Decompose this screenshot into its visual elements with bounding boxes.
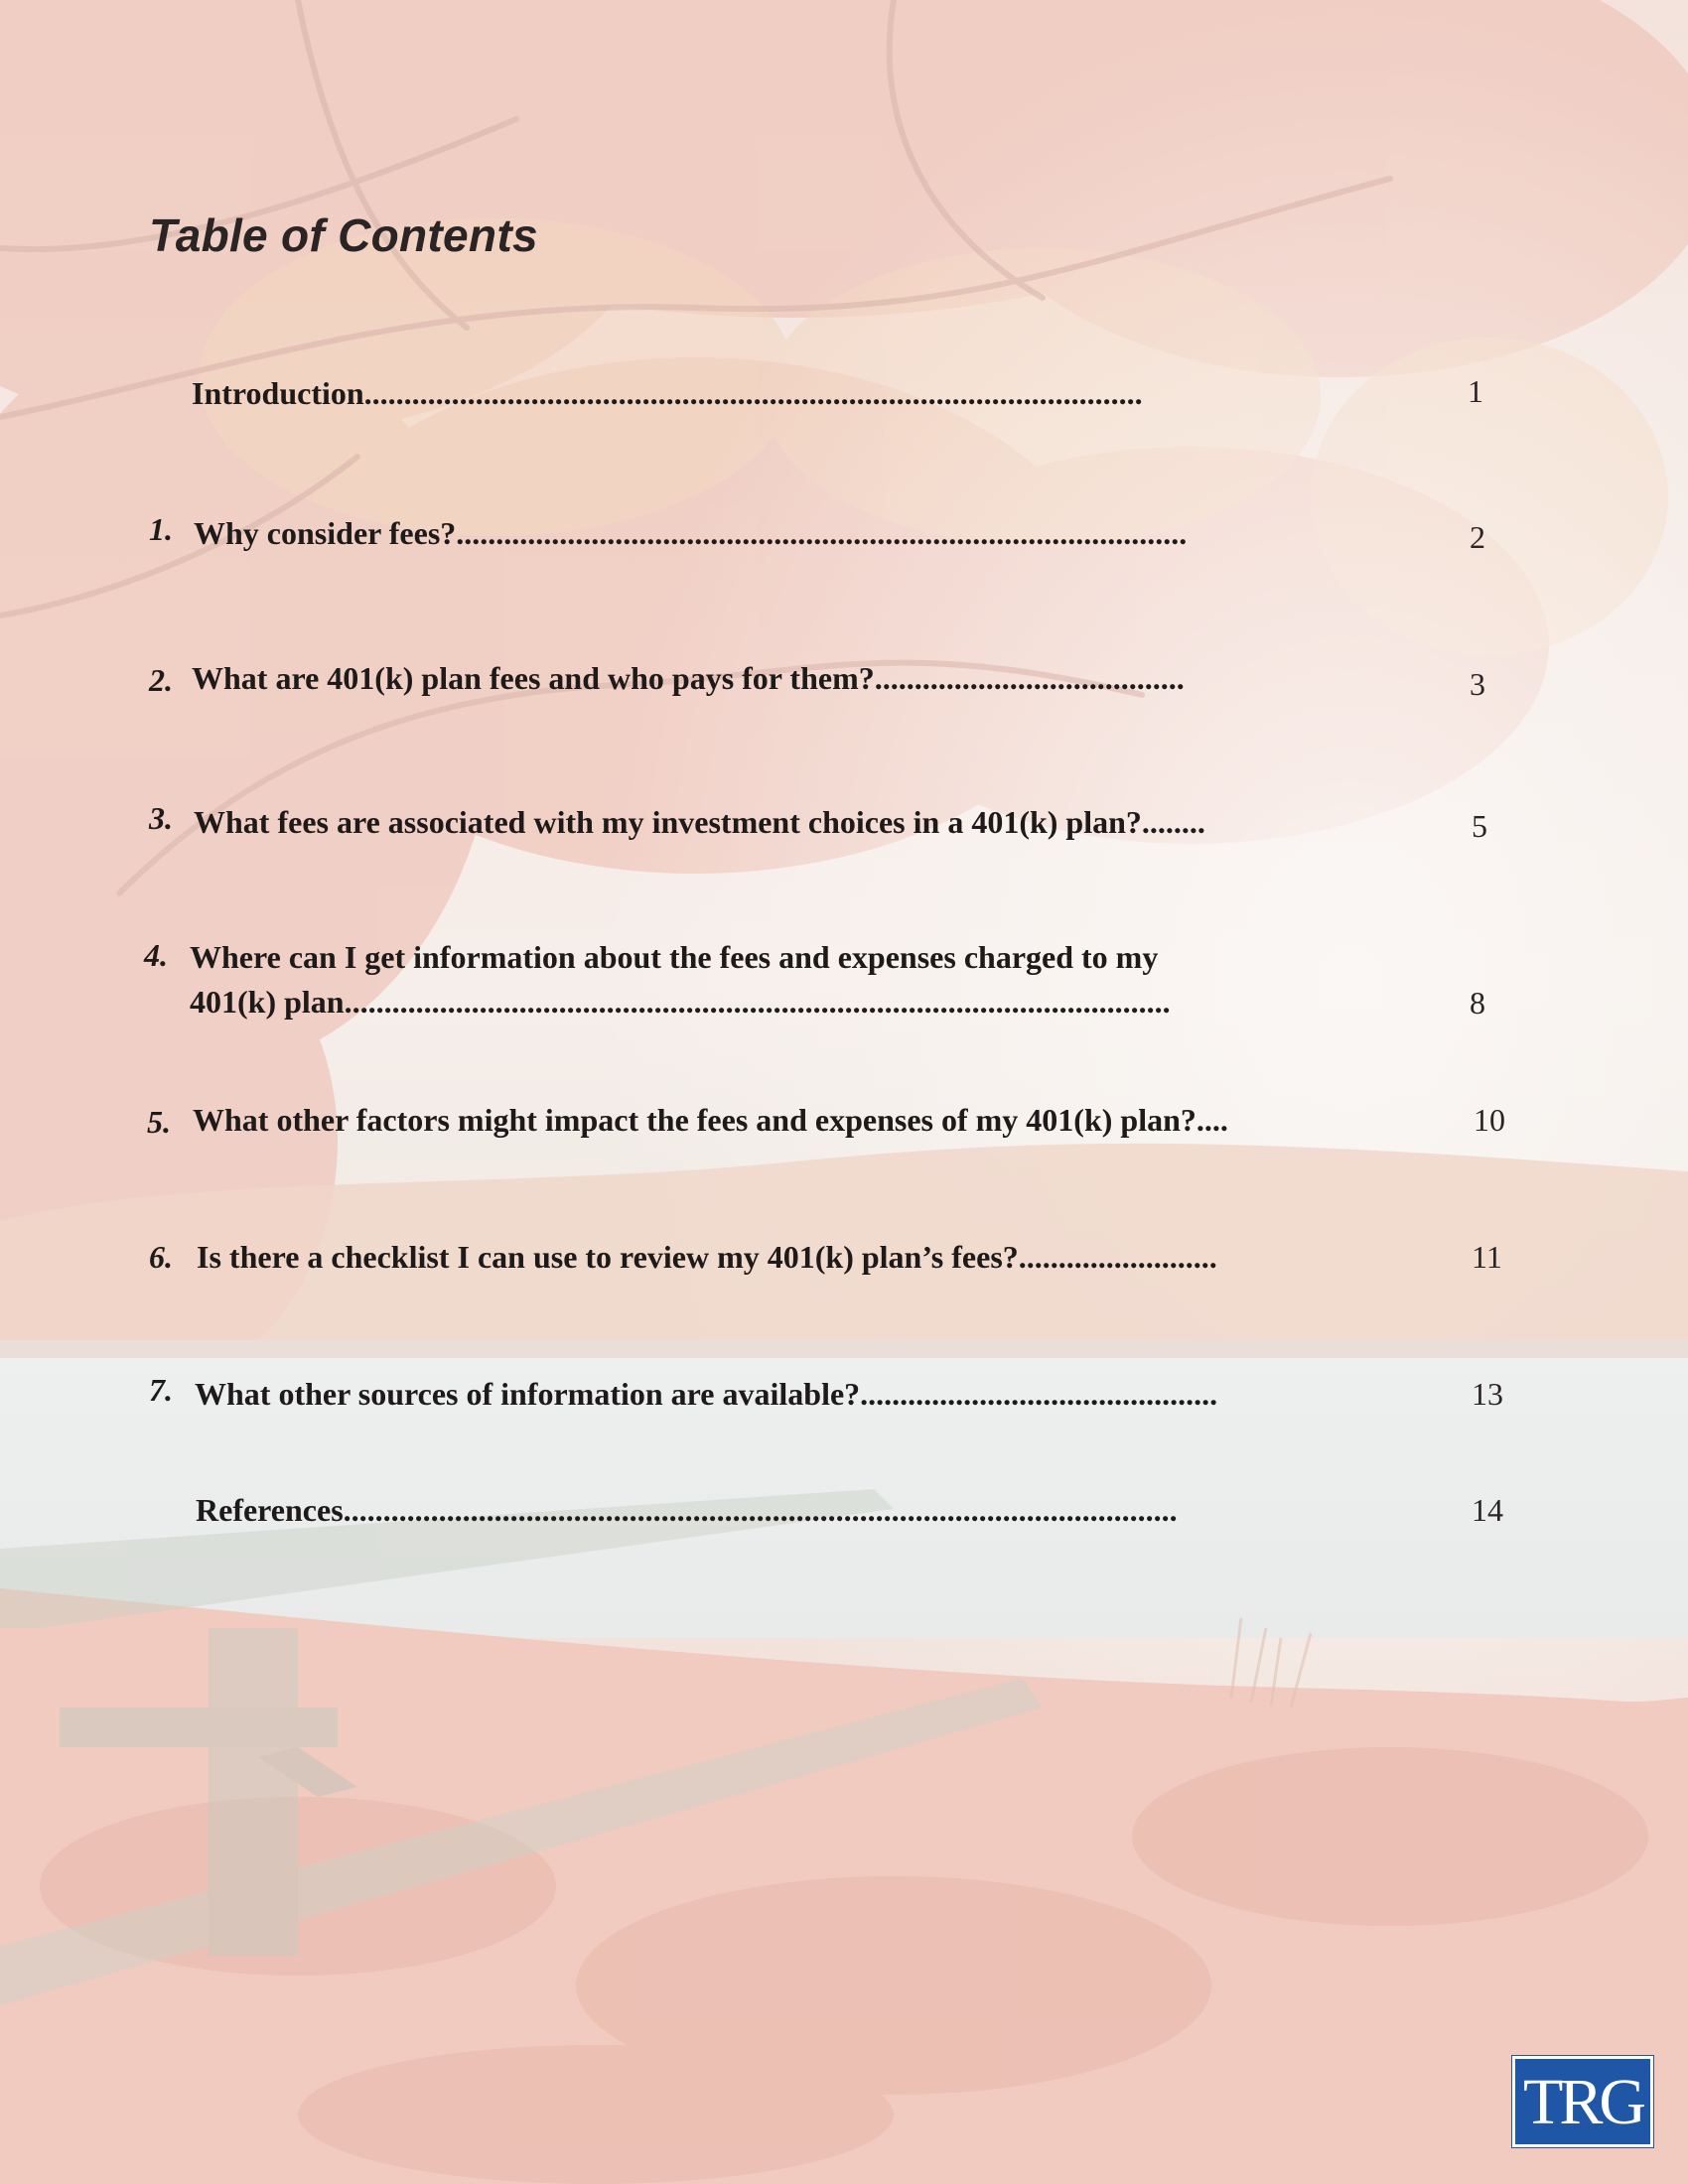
toc-entry-page: 10	[1474, 1102, 1505, 1138]
toc-entry-references[interactable]	[0, 1492, 1688, 1552]
toc-entry-page: 3	[1470, 666, 1485, 702]
toc-entry-text: Introduction..................................................................................................	[192, 375, 1143, 411]
toc-entry-3[interactable]	[0, 800, 1688, 864]
toc-entry-number: 2.	[149, 662, 173, 698]
toc-entry-text: Where can I get information about the fees and expenses charged to my	[190, 939, 1159, 975]
toc-entry-text: References.........................................................................................................	[196, 1492, 1178, 1528]
logo-text: TRG	[1523, 2066, 1642, 2138]
toc-entry-page: 2	[1470, 519, 1485, 555]
toc-entry-number: 6.	[149, 1239, 173, 1275]
toc-entry-number: 3.	[149, 800, 173, 836]
page-title: Table of Contents	[149, 209, 538, 261]
toc-entry-page: 14	[1472, 1492, 1503, 1528]
toc-entry-text: Is there a checklist I can use to review my 401(k) plan’s fees?.........................	[197, 1239, 1217, 1275]
toc-entry-number: 7.	[149, 1372, 173, 1408]
toc-entry-page: 13	[1472, 1376, 1503, 1412]
toc-entry-5[interactable]	[0, 1102, 1688, 1161]
trg-logo	[1512, 2056, 1653, 2147]
toc-entry-page: 1	[1468, 373, 1483, 409]
toc-entry-text: What other sources of information are available?.............................................	[195, 1376, 1218, 1412]
toc-entry-text: Why consider fees?............................................................................................	[194, 515, 1188, 551]
toc-entry-text: What are 401(k) plan fees and who pays for them?.......................................	[192, 660, 1185, 696]
toc-entry-6[interactable]	[0, 1239, 1688, 1298]
toc-entry-number: 5.	[147, 1104, 171, 1140]
toc-entry-number: 1.	[149, 511, 173, 547]
toc-entry-text-line2: 401(k) plan........................................................................................................	[190, 984, 1171, 1020]
toc-entry-2[interactable]	[0, 660, 1688, 720]
toc-entry-number: 4.	[144, 937, 168, 973]
toc-entry-text: What other factors might impact the fees and expenses of my 401(k) plan?....	[193, 1102, 1228, 1138]
toc-entry-page: 8	[1470, 985, 1485, 1021]
toc-entry-4[interactable]	[0, 939, 1688, 1048]
toc-entry-introduction[interactable]	[0, 375, 1688, 435]
toc-entry-1[interactable]	[0, 511, 1688, 575]
toc-entry-text: What fees are associated with my investment choices in a 401(k) plan?........	[194, 804, 1205, 840]
toc-entry-7[interactable]	[0, 1372, 1688, 1435]
toc-entry-page: 11	[1472, 1239, 1502, 1275]
toc-entry-page: 5	[1472, 808, 1487, 844]
